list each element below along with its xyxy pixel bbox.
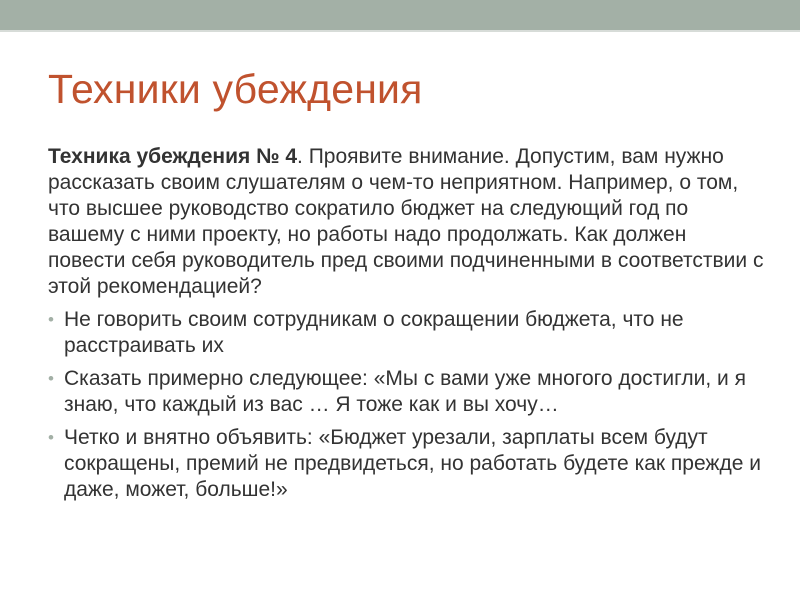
slide-title: Техники убеждения [48, 66, 423, 112]
header-bar [0, 0, 800, 30]
intro-paragraph [48, 144, 768, 300]
bullet-icon: • [48, 428, 54, 447]
header-divider [0, 30, 800, 32]
bullet-icon: • [48, 369, 54, 388]
intro-text: . Проявите внимание. Допустим, вам нужно рассказать своим слушателям о чем-то неприятном. Например, о том, что высшее руководство сократило бюджет на следующий год по вашему с ними проекту, но работы надо продолжать. Как должен повести себя руководитель пред своими подчиненными в соответствии с этой рекомендацией? [48, 145, 764, 298]
slide-content [48, 144, 768, 510]
list-item [48, 425, 768, 503]
option-text: Четко и внятно объявить: «Бюджет урезали, зарплаты всем будут сокращены, премий не предвидеться, но работать будете как прежде и даже, может, больше!» [64, 426, 761, 501]
options-list [48, 307, 768, 503]
option-text: Сказать примерно следующее: «Мы с вами уже многого достигли, и я знаю, что каждый из вас … Я тоже как и вы хочу… [64, 367, 746, 416]
bullet-icon: • [48, 310, 54, 329]
option-text: Не говорить своим сотрудникам о сокращении бюджета, что не расстраивать их [64, 308, 684, 357]
intro-bold: Техника убеждения № 4 [48, 145, 298, 168]
list-item [48, 307, 768, 359]
list-item [48, 366, 768, 418]
